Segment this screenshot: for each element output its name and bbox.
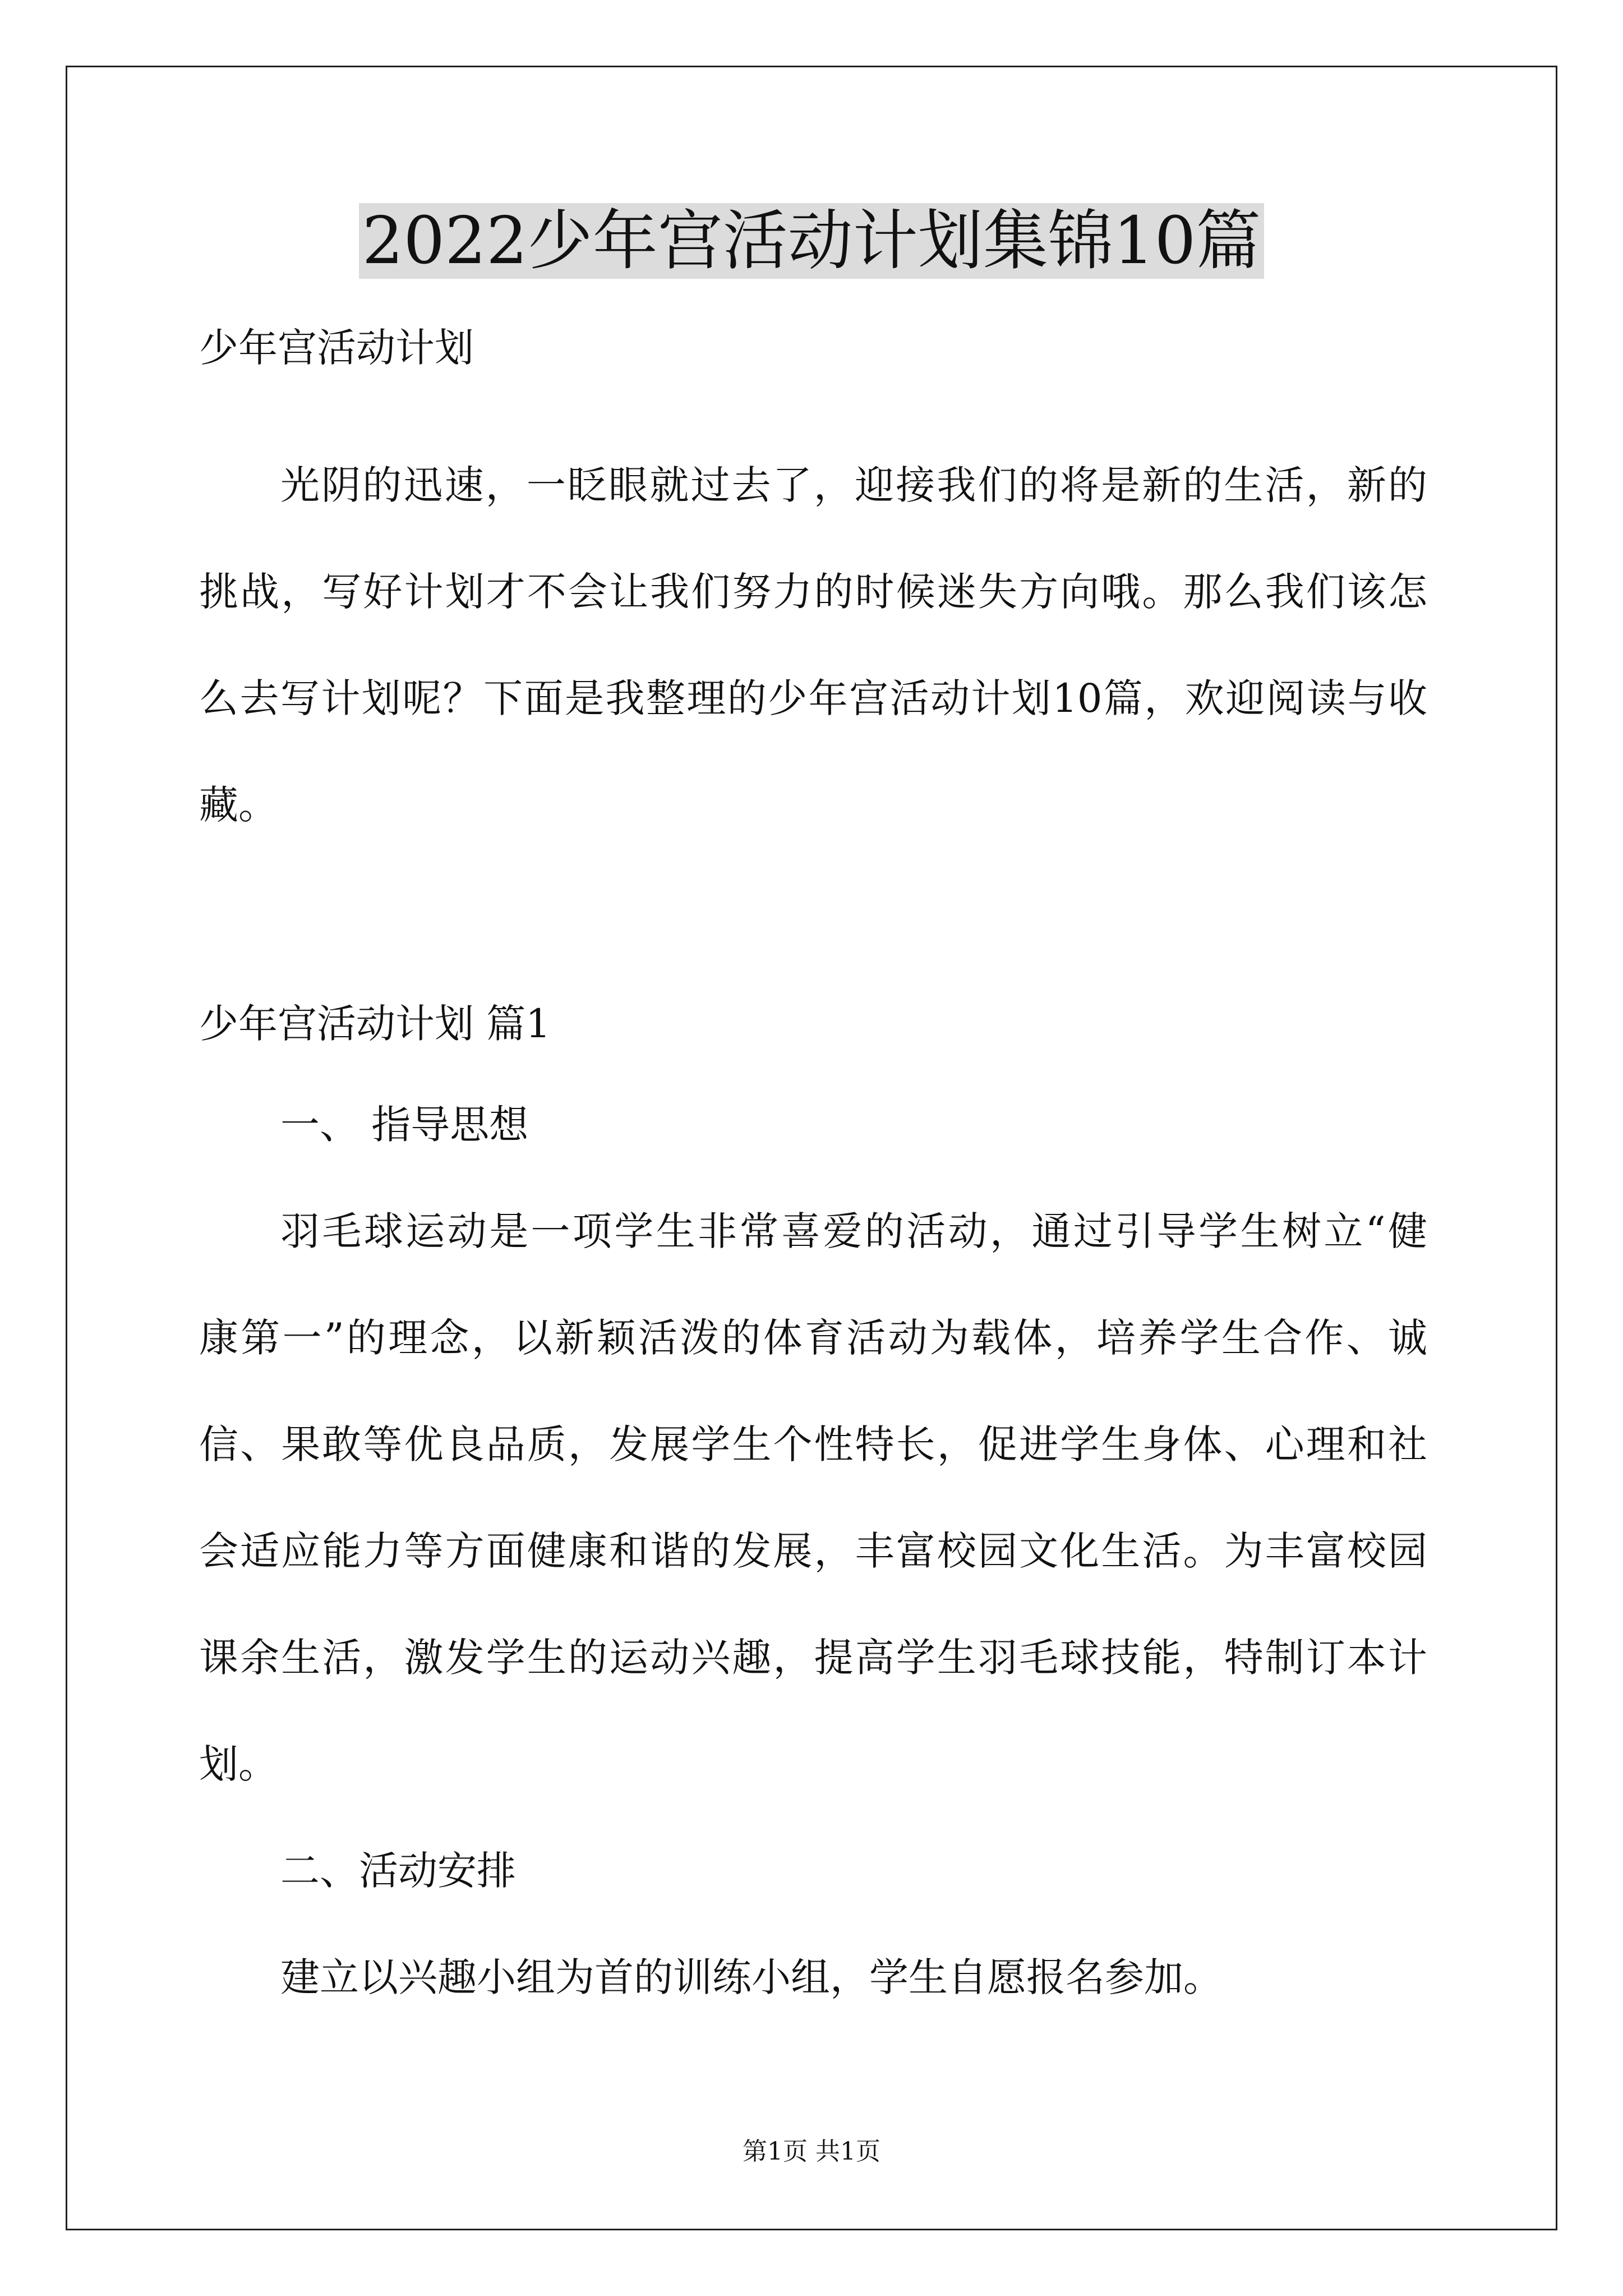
paragraph-1-line-2: 康第一”的理念，以新颖活泼的体育活动为载体，培养学生合作、诚 [199, 1315, 1427, 1361]
paragraph-1-line-6: 划。 [199, 1741, 278, 1787]
paragraph-1-line-5: 课余生活，激发学生的运动兴趣，提高学生羽毛球技能，特制订本计 [199, 1635, 1427, 1681]
paragraph-1-line-3: 信、果敢等优良品质，发展学生个性特长，促进学生身体、心理和社 [199, 1421, 1427, 1467]
section-heading: 少年宫活动计划 篇1 [199, 1001, 551, 1047]
intro-line-4: 藏。 [199, 782, 278, 828]
paragraph-2: 建立以兴趣小组为首的训练小组，学生自愿报名参加。 [280, 1954, 1223, 2000]
document-title-text: 2022少年宫活动计划集锦10篇 [359, 203, 1265, 279]
sub-heading-activity-arrangement: 二、活动安排 [280, 1848, 516, 1894]
document-title [0, 202, 1623, 280]
intro-line-1: 光阴的迅速，一眨眼就过去了，迎接我们的将是新的生活，新的 [280, 462, 1427, 508]
sub-heading-guiding-thought: 一、 指导思想 [280, 1102, 529, 1148]
paragraph-1-line-4: 会适应能力等方面健康和谐的发展，丰富校园文化生活。为丰富校园 [199, 1528, 1427, 1574]
intro-heading: 少年宫活动计划 [199, 325, 474, 371]
paragraph-1-line-1: 羽毛球运动是一项学生非常喜爱的活动，通过引导学生树立“健 [280, 1208, 1427, 1254]
intro-line-3: 么去写计划呢？下面是我整理的少年宫活动计划10篇，欢迎阅读与收 [199, 675, 1427, 721]
page-footer: 第1页 共1页 [743, 2137, 880, 2166]
intro-line-2: 挑战，写好计划才不会让我们努力的时候迷失方向哦。那么我们该怎 [199, 569, 1427, 615]
